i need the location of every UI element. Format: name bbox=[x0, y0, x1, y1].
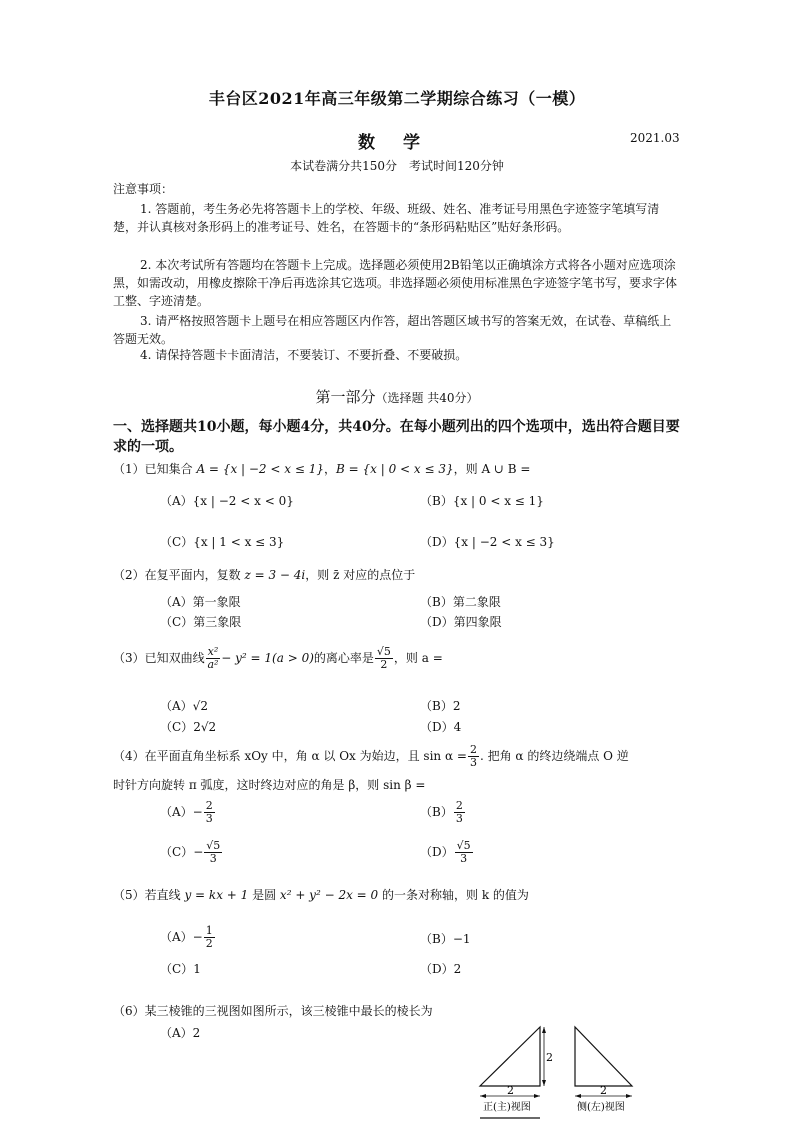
q2-option-b[interactable] bbox=[420, 593, 501, 610]
option-text: 第一象限 bbox=[192, 595, 241, 609]
q3-text-b: 的离心率是 bbox=[313, 651, 374, 665]
option-text: {x | −2 < x ≤ 3} bbox=[453, 535, 555, 549]
option-label: （C） bbox=[160, 845, 194, 859]
note-item-3: 3. 请严格按照答题卡上题号在相应答题区内作答，超出答题区域书写的答案无效，在试卷、草稿纸上答题无效。 bbox=[113, 314, 672, 346]
q3-text-a: （3）已知双曲线 bbox=[113, 651, 205, 665]
option-label: （B） bbox=[420, 494, 453, 508]
option-label: （A） bbox=[160, 595, 193, 609]
option-label: （D） bbox=[420, 615, 454, 629]
side-view-caption: 侧(左)视图 bbox=[577, 1102, 625, 1113]
q1-set-a: A = {x | −2 < x ≤ 1} bbox=[196, 462, 324, 476]
option-label: （A） bbox=[160, 930, 193, 944]
fraction-numerator: √5 bbox=[206, 839, 221, 852]
side-view-triangle bbox=[575, 1027, 632, 1086]
fraction-denominator: 3 bbox=[205, 812, 213, 825]
option-label: （B） bbox=[420, 805, 453, 819]
option-fraction bbox=[204, 840, 222, 865]
q4-option-b[interactable] bbox=[420, 800, 466, 825]
question-2-stem bbox=[113, 566, 415, 583]
option-label: （D） bbox=[420, 845, 454, 859]
q3-expr: − y² = 1(a > 0) bbox=[221, 651, 314, 665]
fraction-denominator: 2 bbox=[205, 937, 213, 950]
q1-option-a[interactable] bbox=[160, 492, 294, 509]
question-4-stem-line1 bbox=[113, 744, 629, 769]
q2-option-a[interactable] bbox=[160, 593, 241, 610]
option-sign: − bbox=[192, 930, 203, 944]
side-view bbox=[575, 1027, 632, 1113]
front-view-triangle bbox=[480, 1027, 540, 1086]
option-fraction bbox=[455, 840, 473, 865]
arrow-left-icon bbox=[575, 1094, 581, 1098]
question-3-stem bbox=[113, 646, 443, 671]
q5-line-expr: y = kx + 1 bbox=[184, 888, 249, 902]
option-label: （D） bbox=[420, 962, 454, 976]
q5-option-b[interactable] bbox=[420, 930, 471, 947]
option-label: （A） bbox=[160, 494, 193, 508]
fraction-numerator: √5 bbox=[456, 839, 471, 852]
fraction-numerator: √5 bbox=[376, 645, 391, 658]
q3-option-b[interactable] bbox=[420, 697, 460, 714]
q3-option-a[interactable] bbox=[160, 697, 208, 714]
q2-expr: z = 3 − 4i bbox=[244, 568, 306, 582]
option-label: （D） bbox=[420, 535, 454, 549]
q1-option-d[interactable] bbox=[420, 533, 555, 550]
fraction-numerator: x² bbox=[207, 645, 219, 658]
option-fraction bbox=[204, 925, 215, 950]
option-sign: − bbox=[193, 845, 204, 859]
arrow-up-icon bbox=[542, 1027, 546, 1033]
q4-sin-fraction bbox=[468, 744, 479, 769]
q4-option-d[interactable] bbox=[420, 840, 474, 865]
q2-text-a: （2）在复平面内，复数 bbox=[113, 568, 245, 582]
option-text: √2 bbox=[192, 699, 208, 713]
q1-sep: ， bbox=[323, 462, 336, 476]
q1-option-b[interactable] bbox=[420, 492, 544, 509]
q5-text-a: （5）若直线 bbox=[113, 888, 185, 902]
q4-option-a[interactable] bbox=[160, 800, 216, 825]
option-text: 2 bbox=[453, 962, 462, 976]
fraction-numerator: 2 bbox=[455, 799, 463, 812]
q5-option-a[interactable] bbox=[160, 925, 216, 950]
q6-option-a[interactable] bbox=[160, 1024, 200, 1041]
option-text: 4 bbox=[453, 720, 462, 734]
q1-text-b: ，则 A ∪ B = bbox=[453, 462, 531, 476]
option-text: 第二象限 bbox=[452, 595, 501, 609]
option-text: {x | −2 < x < 0} bbox=[192, 494, 294, 508]
question-6-stem: （6）某三棱锥的三视图如图所示，该三棱锥中最长的棱长为 bbox=[113, 1004, 433, 1018]
note-item-4: 4. 请保持答题卡卡面清洁，不要装订、不要折叠、不要破损。 bbox=[140, 348, 468, 362]
option-fraction bbox=[204, 800, 215, 825]
part-title: 第一部分 bbox=[315, 388, 376, 406]
note-item-2: 2. 本次考试所有答题均在答题卡上完成。选择题必须使用2B铅笔以正确填涂方式将各小题对应选项涂黑，如需改动，用橡皮擦除干净后再选涂其它选项。非选择题必须使用标准黑色字迹签字笔书写，要求字体工整、字迹清楚。 bbox=[113, 258, 678, 308]
exam-date: 2021.03 bbox=[630, 131, 680, 145]
option-label: （C） bbox=[160, 962, 194, 976]
q2-option-d[interactable] bbox=[420, 613, 502, 630]
option-label: （B） bbox=[420, 595, 453, 609]
option-label: （B） bbox=[420, 699, 453, 713]
option-text: 2 bbox=[452, 699, 461, 713]
q3-fraction bbox=[206, 646, 221, 671]
notes-heading: 注意事项： bbox=[113, 182, 174, 196]
fraction-numerator: 2 bbox=[469, 743, 477, 756]
fraction-denominator: 3 bbox=[209, 852, 217, 865]
q2-option-c[interactable] bbox=[160, 613, 241, 630]
three-view-figure bbox=[470, 1024, 680, 1123]
front-view-caption: 正(主)视图 bbox=[483, 1102, 531, 1113]
front-width-label: 2 bbox=[507, 1084, 514, 1097]
option-label: （C） bbox=[160, 615, 194, 629]
option-label: （B） bbox=[420, 932, 453, 946]
question-4-stem-line2: 时针方向旋转 π 弧度，这时终边对应的角是 β，则 sin β = bbox=[113, 778, 426, 792]
q4-text-b: . 把角 α 的终边绕端点 O 逆 bbox=[479, 749, 629, 763]
q5-option-d[interactable] bbox=[420, 960, 461, 977]
q5-text-b: 是圆 bbox=[248, 888, 280, 902]
option-text: 2 bbox=[192, 1026, 201, 1040]
front-height-label: 2 bbox=[546, 1051, 553, 1064]
fraction-numerator: 2 bbox=[205, 799, 213, 812]
fraction-denominator: 3 bbox=[455, 812, 463, 825]
q3-option-c[interactable] bbox=[160, 718, 216, 735]
option-text: 1 bbox=[193, 962, 201, 976]
arrow-right-icon bbox=[534, 1094, 540, 1098]
option-label: （A） bbox=[160, 699, 193, 713]
option-sign: − bbox=[192, 805, 203, 819]
fraction-denominator: 3 bbox=[460, 852, 468, 865]
option-fraction bbox=[454, 800, 465, 825]
part-subtitle: （选择题 共40分） bbox=[375, 391, 479, 405]
subject-title: 数学 bbox=[358, 133, 448, 153]
fraction-denominator: 3 bbox=[469, 756, 477, 769]
option-text: {x | 1 < x ≤ 3} bbox=[193, 535, 285, 549]
section-instructions: 一、选择题共10小题，每小题4分，共40分。在每小题列出的四个选项中，选出符合题目要求的一项。 bbox=[113, 419, 680, 455]
option-label: （C） bbox=[160, 720, 194, 734]
front-view bbox=[480, 1027, 553, 1118]
q4-text-a: （4）在平面直角坐标系 xOy 中，角 α 以 Ox 为始边，且 sin α = bbox=[113, 749, 467, 763]
option-label: （A） bbox=[160, 805, 193, 819]
question-5-stem bbox=[113, 886, 529, 903]
fraction-denominator: 2 bbox=[380, 658, 388, 671]
note-item-1: 1. 答题前，考生务必先将答题卡上的学校、年级、班级、姓名、准考证号用黑色字迹签字笔填写清楚，并认真核对条形码上的准考证号、姓名，在答题卡的“条形码粘贴区”贴好条形码。 bbox=[113, 202, 660, 234]
arrow-down-icon bbox=[542, 1080, 546, 1086]
q1-text-a: （1）已知集合 bbox=[113, 462, 197, 476]
option-text: 2√2 bbox=[193, 720, 217, 734]
arrow-right-icon bbox=[626, 1094, 632, 1098]
option-text: 第四象限 bbox=[453, 615, 502, 629]
part-heading bbox=[0, 386, 794, 407]
side-width-label: 2 bbox=[600, 1084, 607, 1097]
option-text: {x | 0 < x ≤ 1} bbox=[452, 494, 544, 508]
q5-option-c[interactable] bbox=[160, 960, 201, 977]
arrow-left-icon bbox=[480, 1094, 486, 1098]
q4-option-c[interactable] bbox=[160, 840, 223, 865]
exam-title: 丰台区2021年高三年级第二学期综合练习（一模） bbox=[208, 89, 586, 108]
q3-eccentricity bbox=[375, 646, 393, 671]
q2-text-b: ，则 z̄ 对应的点位于 bbox=[305, 568, 416, 582]
q1-set-b: B = {x | 0 < x ≤ 3} bbox=[336, 462, 454, 476]
q3-text-c: ，则 a = bbox=[393, 651, 443, 665]
q5-circle-expr: x² + y² − 2x = 0 bbox=[279, 888, 379, 902]
option-label: （D） bbox=[420, 720, 454, 734]
option-label: （C） bbox=[160, 535, 194, 549]
fraction-denominator: a² bbox=[207, 658, 219, 671]
q3-option-d[interactable] bbox=[420, 718, 461, 735]
exam-info: 本试卷满分共150分 考试时间120分钟 bbox=[290, 159, 504, 173]
q5-text-c: 的一条对称轴，则 k 的值为 bbox=[378, 888, 529, 902]
question-1-stem bbox=[113, 460, 530, 477]
option-text: 第三象限 bbox=[193, 615, 242, 629]
option-label: （A） bbox=[160, 1026, 193, 1040]
q1-option-c[interactable] bbox=[160, 533, 284, 550]
option-text: −1 bbox=[452, 932, 471, 946]
fraction-numerator: 1 bbox=[205, 924, 213, 937]
